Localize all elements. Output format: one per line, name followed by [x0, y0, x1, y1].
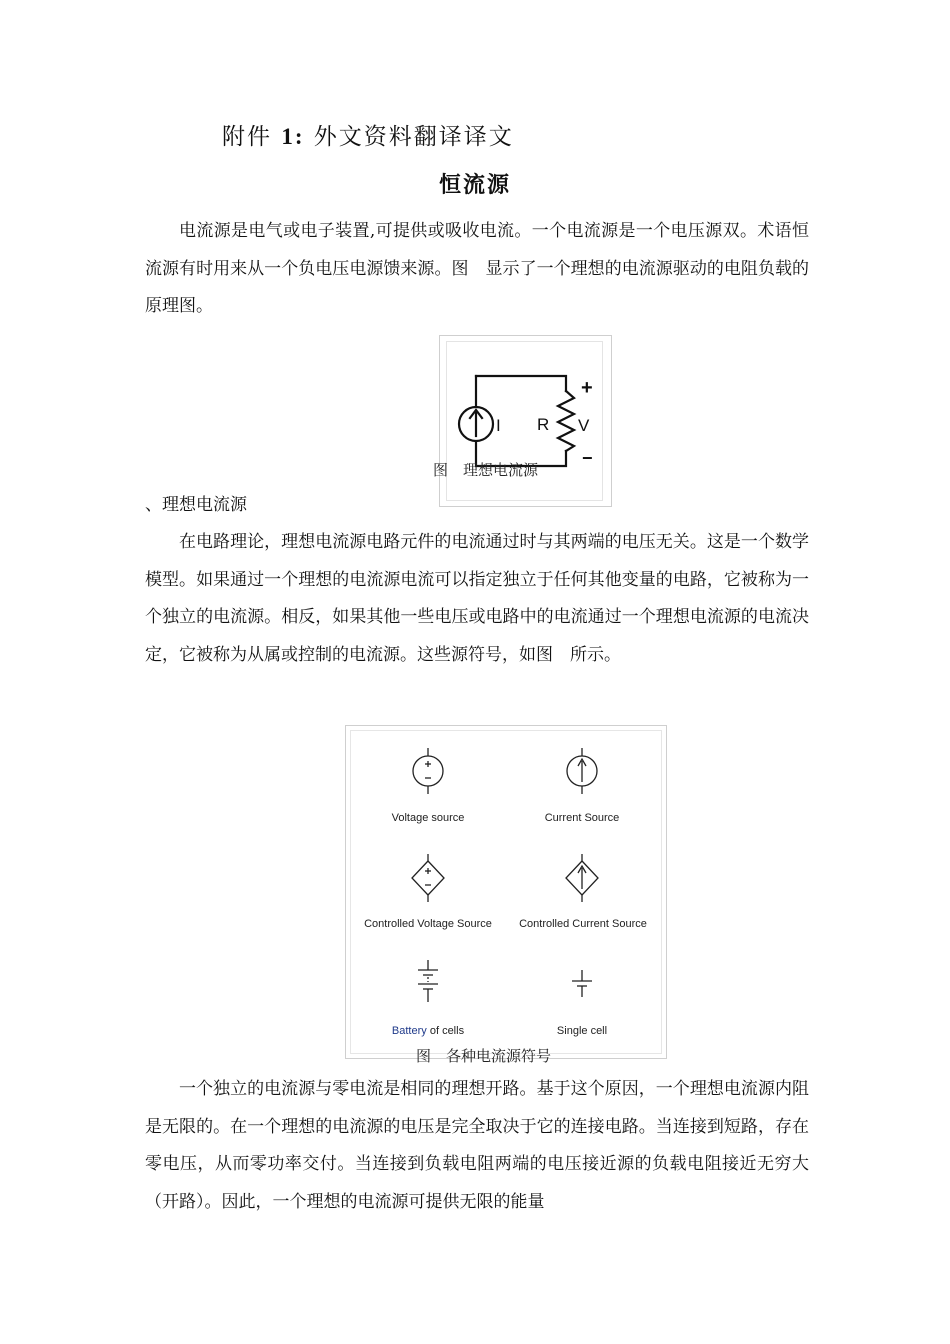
paragraph-ideal-source: 在电路理论，理想电流源电路元件的电流通过时与其两端的电压无关。这是一个数学模型。如果通过一个理想的电流源电流可以指定独立于任何其他变量的电路，它被称为一个独立的电流源。相反，如果其他一些电压或电路中的电流通过一个理想电流源的电流决定，它被称为从属或控制的电流源。这些源符号，如图 所示。	[145, 532, 809, 665]
section-heading: 、理想电流源	[145, 495, 247, 515]
figure1-caption: 图 理想电流源	[433, 461, 539, 479]
figure-source-symbols	[345, 725, 667, 1059]
voltage-label: V	[578, 416, 590, 435]
figure2-caption: 图 各种电流源符号	[416, 1047, 552, 1065]
controlled-voltage-source-symbol	[412, 854, 444, 902]
plus-label: +	[581, 377, 593, 399]
appendix-title	[222, 118, 514, 151]
single-cell-symbol	[572, 970, 592, 997]
battery-label-rest: of cells	[429, 1025, 465, 1037]
current-source-label: Current Source	[544, 812, 620, 824]
battery-symbol	[418, 960, 438, 1002]
symbols-diagram	[346, 726, 666, 1058]
circuit-wire	[476, 376, 566, 391]
voltage-source-label: Voltage source	[391, 812, 465, 824]
paragraph-open-circuit: 一个独立的电流源与零电流是相同的理想开路。基于这个原因，一个理想电流源内阻是无限的。在一个理想的电流源的电压是完全取决于它的连接电路。当连接到短路，存在零电压，从而零功率交付。当连接到负载电阻两端的电压接近源的负载电阻接近无穷大（开路）。因此，一个理想的电流源可提供无限的能量	[145, 1079, 809, 1212]
battery-label	[392, 1025, 464, 1037]
controlled-current-source-symbol	[566, 854, 598, 902]
single-cell-label: Single cell	[556, 1025, 608, 1037]
figure-ideal-current-source	[439, 335, 612, 507]
circuit-diagram	[440, 336, 611, 506]
paragraph-intro: 电流源是电气或电子装置,可提供或吸收电流。一个电流源是一个电压源双。术语恒流源有时用来从一个负电压电源馈来源。图 显示了一个理想的电流源驱动的电阻负载的原理图。	[145, 221, 809, 316]
voltage-source-symbol	[413, 748, 443, 794]
battery-label-word: Battery	[391, 1025, 427, 1037]
current-source-symbol	[567, 748, 597, 794]
page-title: 恒流源	[438, 173, 511, 198]
resistor-label: R	[537, 415, 550, 434]
current-label: I	[496, 416, 501, 435]
resistor-symbol	[558, 391, 574, 451]
minus-label: −	[582, 448, 593, 468]
controlled-voltage-source-label: Controlled Voltage Source	[364, 918, 492, 930]
appendix-number: 1:	[281, 124, 305, 149]
appendix-text: 外文资料翻译译文	[313, 124, 514, 150]
controlled-current-source-label: Controlled Current Source	[519, 918, 647, 930]
appendix-prefix: 附件	[222, 124, 272, 150]
